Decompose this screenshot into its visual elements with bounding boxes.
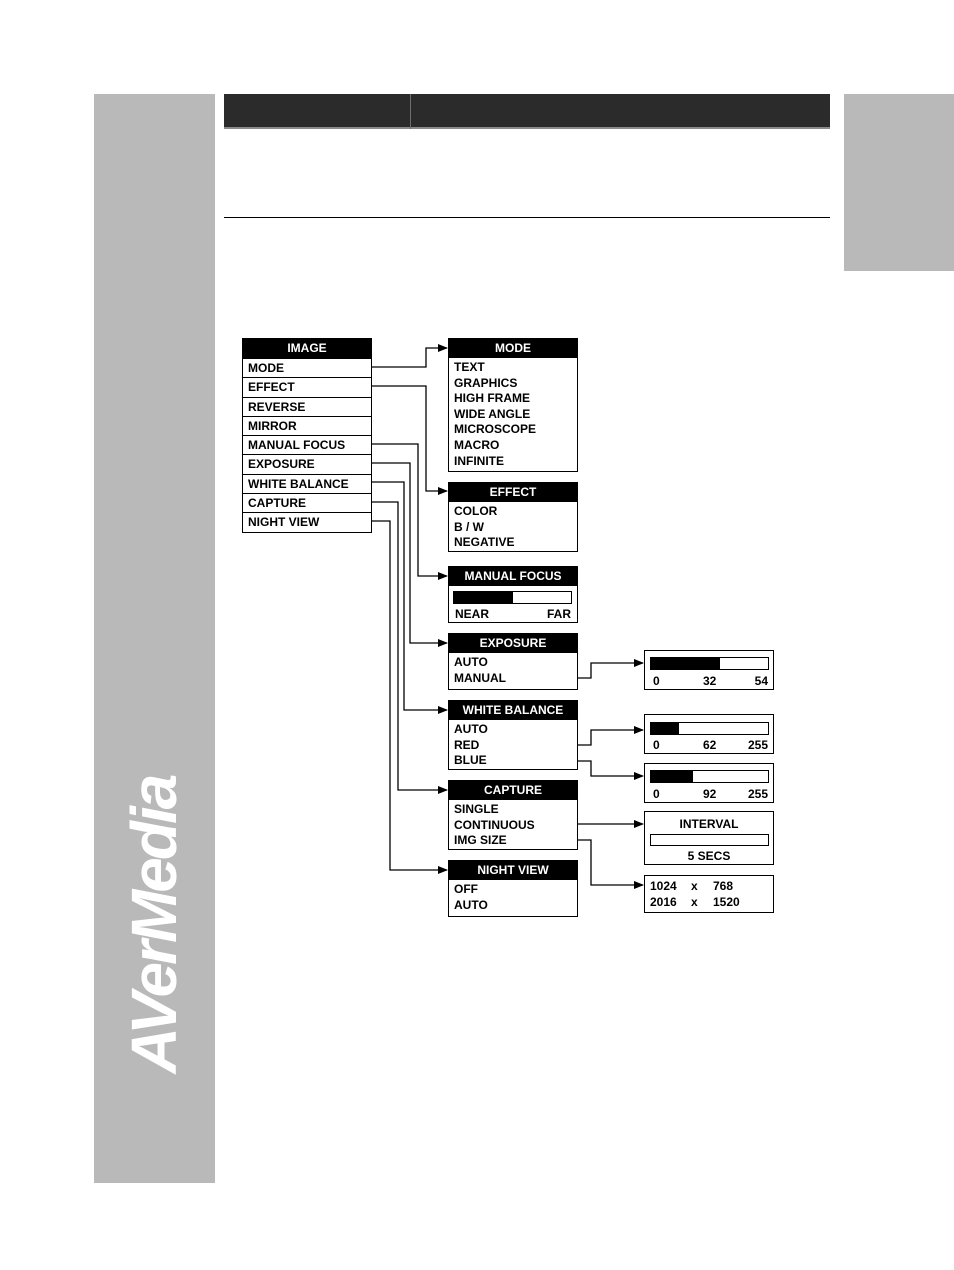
size-1-width: 1024 xyxy=(650,879,677,893)
wire-exposure xyxy=(372,463,447,643)
wb-blue-max-label: 255 xyxy=(747,787,768,801)
effect-menu xyxy=(448,482,578,552)
mode-menu-title: MODE xyxy=(449,339,577,358)
size-2-width: 2016 xyxy=(650,895,677,909)
exposure-slider[interactable] xyxy=(650,657,769,670)
focus-slider-fill xyxy=(454,592,513,603)
image-menu-item-exposure[interactable]: EXPOSURE xyxy=(243,454,371,473)
image-menu-item-white-balance[interactable]: WHITE BALANCE xyxy=(243,474,371,493)
wire-mode xyxy=(372,348,447,367)
interval-slider[interactable] xyxy=(650,834,769,846)
white-balance-menu-title: WHITE BALANCE xyxy=(449,701,577,720)
wb-blue-slider-panel xyxy=(644,763,774,803)
size-option-2[interactable] xyxy=(645,895,773,910)
capture-menu-title: CAPTURE xyxy=(449,781,577,800)
wb-red-slider-fill xyxy=(651,723,679,734)
focus-far-label: FAR xyxy=(547,607,571,621)
image-menu-item-mode[interactable]: MODE xyxy=(243,358,371,377)
size-1-height: 768 xyxy=(713,879,734,893)
image-menu-item-effect[interactable]: EFFECT xyxy=(243,377,371,396)
wire-wb-blue xyxy=(578,761,643,776)
image-size-panel xyxy=(644,875,774,913)
effect-option-negative[interactable]: NEGATIVE xyxy=(454,535,515,550)
mode-option-graphics[interactable]: GRAPHICS xyxy=(454,375,518,390)
manual-focus-menu xyxy=(448,566,578,623)
wire-wb-red xyxy=(578,730,643,745)
mode-option-high-frame[interactable]: HIGH FRAME xyxy=(454,391,530,406)
night-view-menu xyxy=(448,860,578,917)
mode-option-infinite[interactable]: INFINITE xyxy=(454,453,504,468)
size-option-1[interactable] xyxy=(645,879,773,894)
image-menu-item-night-view[interactable]: NIGHT VIEW xyxy=(243,512,371,531)
effect-option-color[interactable]: COLOR xyxy=(454,504,498,518)
effect-menu-title: EFFECT xyxy=(449,483,577,502)
exposure-min-label: 0 xyxy=(653,674,660,688)
size-2-times: x xyxy=(691,895,698,909)
manual-focus-title: MANUAL FOCUS xyxy=(449,567,577,586)
image-menu-title: IMAGE xyxy=(243,339,371,358)
exposure-menu-title: EXPOSURE xyxy=(449,634,577,653)
capture-menu xyxy=(448,780,578,850)
image-menu-item-reverse[interactable]: REVERSE xyxy=(243,397,371,416)
interval-panel xyxy=(644,811,774,865)
exposure-option-auto[interactable]: AUTO xyxy=(454,655,488,669)
white-balance-menu xyxy=(448,700,578,770)
wb-red-slider[interactable] xyxy=(650,722,769,735)
wb-option-auto[interactable]: AUTO xyxy=(454,722,488,736)
wb-red-value-label: 62 xyxy=(703,738,717,752)
wire-capture-imgsize xyxy=(578,840,643,885)
wb-option-red[interactable]: RED xyxy=(454,737,480,752)
mode-option-macro[interactable]: MACRO xyxy=(454,437,500,452)
image-menu-item-manual-focus[interactable]: MANUAL FOCUS xyxy=(243,435,371,454)
exposure-slider-fill xyxy=(651,658,720,669)
wb-blue-slider-fill xyxy=(651,771,693,782)
night-option-auto[interactable]: AUTO xyxy=(454,897,488,912)
size-2-height: 1520 xyxy=(713,895,740,909)
effect-option-bw[interactable]: B / W xyxy=(454,519,484,534)
mode-menu xyxy=(448,338,578,472)
exposure-option-manual[interactable]: MANUAL xyxy=(454,670,506,685)
image-menu xyxy=(242,338,372,533)
exposure-max-label: 54 xyxy=(754,674,768,688)
wb-red-slider-panel xyxy=(644,714,774,754)
capture-option-single[interactable]: SINGLE xyxy=(454,802,499,816)
interval-value: 5 SECS xyxy=(687,849,731,863)
exposure-slider-panel xyxy=(644,650,774,690)
mode-option-microscope[interactable]: MICROSCOPE xyxy=(454,422,537,437)
image-menu-item-mirror[interactable]: MIRROR xyxy=(243,416,371,435)
wb-blue-min-label: 0 xyxy=(653,787,660,801)
exposure-menu xyxy=(448,633,578,690)
size-1-times: x xyxy=(691,879,698,893)
capture-option-continuous[interactable]: CONTINUOUS xyxy=(454,817,535,832)
wb-blue-value-label: 92 xyxy=(703,787,717,801)
wb-blue-slider[interactable] xyxy=(650,770,769,783)
mode-option-text[interactable]: TEXT xyxy=(454,360,485,374)
focus-slider[interactable] xyxy=(453,591,572,604)
interval-title: INTERVAL xyxy=(679,817,739,831)
night-option-off[interactable]: OFF xyxy=(454,882,478,896)
mode-option-wide-angle[interactable]: WIDE ANGLE xyxy=(454,406,531,421)
night-view-menu-title: NIGHT VIEW xyxy=(449,861,577,880)
wb-red-min-label: 0 xyxy=(653,738,660,752)
wb-red-max-label: 255 xyxy=(747,738,768,752)
wire-exposure-manual xyxy=(578,663,643,678)
capture-option-img-size[interactable]: IMG SIZE xyxy=(454,833,507,848)
exposure-value-label: 32 xyxy=(703,674,717,688)
wb-option-blue[interactable]: BLUE xyxy=(454,753,487,768)
image-menu-item-capture[interactable]: CAPTURE xyxy=(243,493,371,512)
focus-near-label: NEAR xyxy=(455,607,490,621)
